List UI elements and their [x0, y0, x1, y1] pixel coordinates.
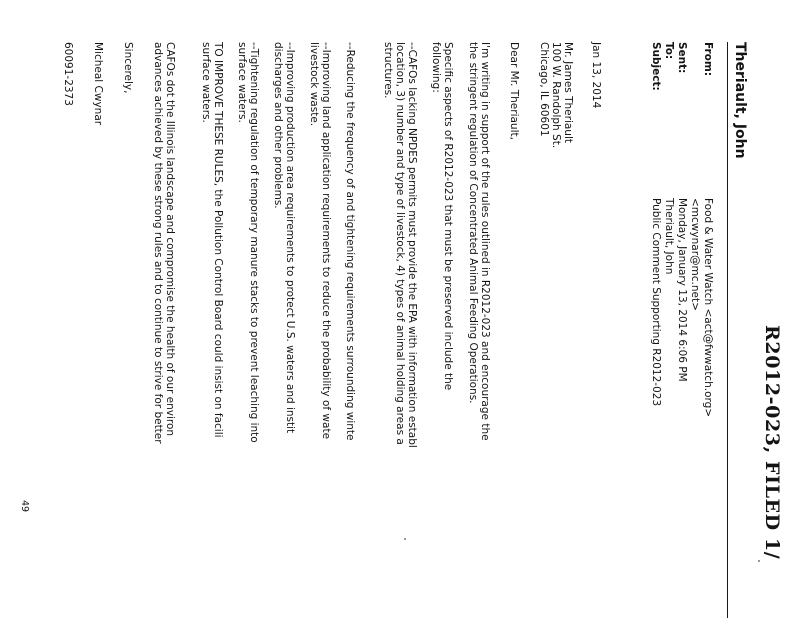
bullet-line: surface waters.: [236, 42, 248, 123]
bullet-line: --Improving land application requirements to reduce the probability of wate: [320, 42, 332, 440]
scan-speck: [758, 560, 760, 562]
bullet-line: --Reducing the frequency of and tightening requirements surrounding winte: [344, 42, 356, 441]
header-divider: [727, 42, 728, 618]
page-number: 49: [19, 500, 30, 513]
scan-speck: [404, 538, 406, 540]
signer-zip: 60091-2373: [62, 42, 74, 106]
signoff: Sincerely,: [122, 42, 134, 94]
bullet-line: --Improving production area requirements to protect U.S. waters and instit: [284, 42, 296, 434]
address-line: Chicago, IL 60601: [538, 42, 550, 137]
bullet-line: --CAFOs lacking NPDES permits must provide the EPA with information establ: [406, 42, 418, 448]
aspects-intro-line: following:: [430, 42, 442, 93]
final-line: advances achieved by these strong rules and to continue to strive for better: [152, 42, 164, 444]
sender-name: Theriault, John: [732, 42, 748, 159]
subject-value: Public Comment Supporting R2012-023: [650, 198, 662, 407]
letter-date: Jan 13, 2014: [590, 42, 602, 109]
from-value: Food & Water Watch <act@fwwatch.org>: [702, 198, 714, 418]
bullet-line: --Tightening regulation of temporary manure stacks to prevent leaching into: [248, 42, 260, 443]
to-label: To:: [663, 42, 675, 60]
bullet-line: location, 3) number and type of livestock, 4) types of animal holding areas a: [394, 42, 406, 445]
aspects-intro-line: Specific aspects of R2012-023 that must be preserved include the: [442, 42, 454, 391]
closing-line: surface waters.: [200, 42, 212, 123]
bullet-line: discharges and other problems.: [272, 42, 284, 209]
bullet-line: structures.: [382, 42, 394, 99]
bullet-line: livestock waste.: [308, 42, 320, 127]
final-line: CAFOs dot the Illinois landscape and compromise the health of our environ: [164, 42, 176, 437]
closing-line: TO IMPROVE THESE RULES, the Pollution Control Board could insist on facili: [212, 42, 224, 438]
intro-line: the stringent regulation of Concentrated Animal Feeding Operations.: [467, 42, 479, 404]
signer-name: Micheal Cwynar: [92, 42, 104, 126]
sent-label: Sent:: [676, 42, 688, 74]
salutation: Dear Mr. Theriault,: [508, 42, 520, 140]
subject-label: Subject:: [650, 42, 662, 91]
address-line: 100 W. Randolph St.: [550, 42, 562, 149]
intro-line: I'm writing in support of the rules outlined in R2012-023 and encourage the: [479, 42, 491, 441]
address-line: Mr. James Theriault: [562, 42, 574, 144]
filing-stamp: R2012-023, FILED 1/: [761, 325, 783, 560]
to-value: Theriault, John: [663, 198, 675, 275]
from-label: From:: [702, 42, 714, 77]
from-email: <mcwynar@mc.net>: [689, 198, 701, 311]
sent-value: Monday, January 13, 2014 6:06 PM: [676, 198, 688, 382]
